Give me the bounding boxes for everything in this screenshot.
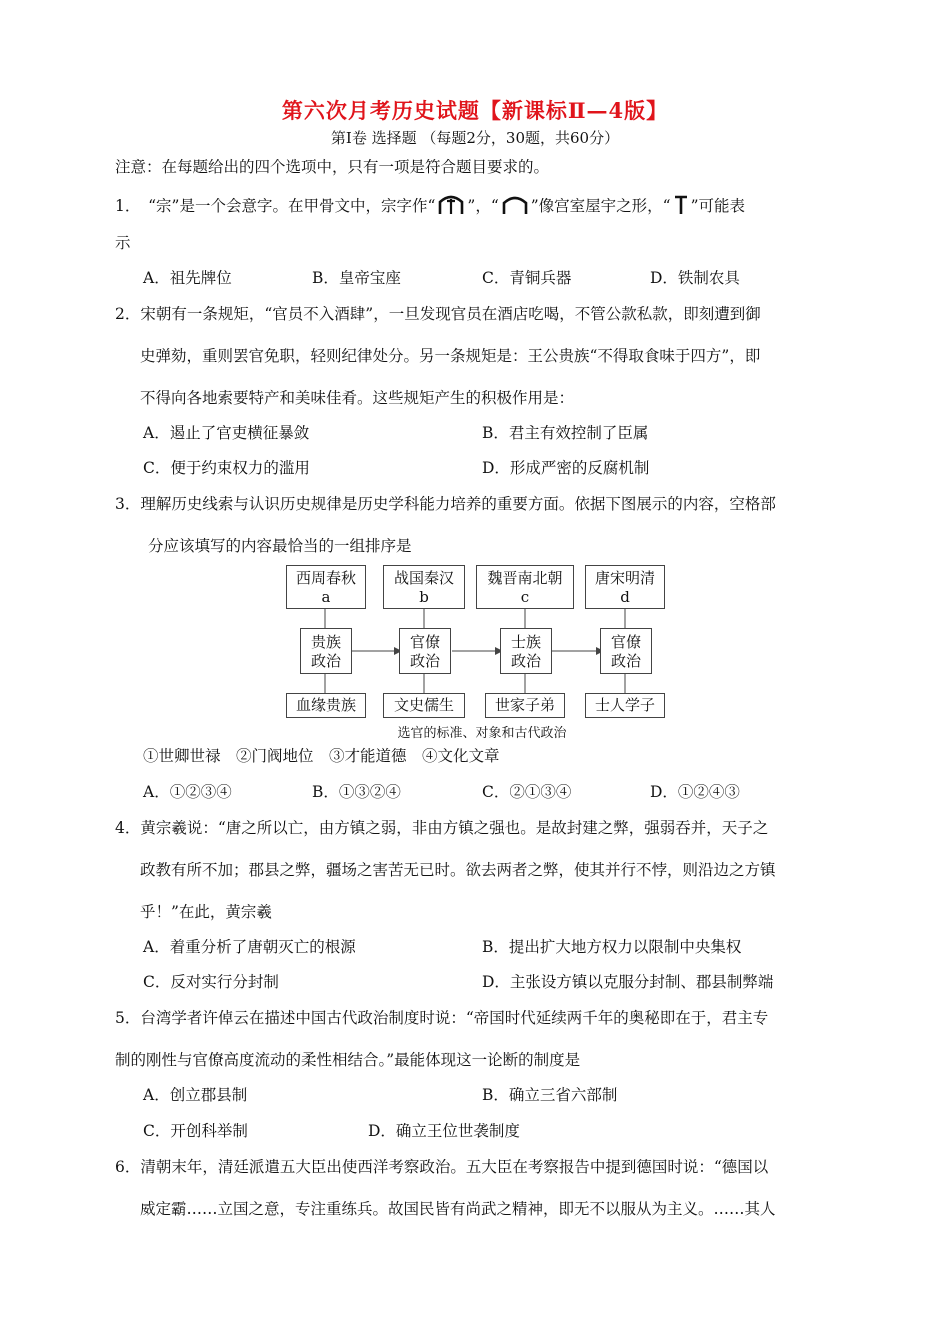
q4-option-a: A．着重分析了唐朝灭亡的根源 [143, 938, 356, 956]
question-3-line-1: 3．理解历史线索与认识历史规律是历史学科能力培养的重要方面。依据下图展示的内容，空格部 [115, 495, 776, 513]
q4-option-d: D．主张设方镇以克服分封制、郡县制弊端 [482, 973, 774, 991]
politics-line: 贵族 [310, 633, 341, 651]
politics-line: 政治 [409, 652, 440, 670]
page-title: 第六次月考历史试题【新课标Ⅱ—4版】 [281, 98, 669, 123]
question-6-line-2: 威定霸……立国之意，专注重练兵。故国民皆有尚武之精神，即无不以服从为主义。……其人 [140, 1200, 776, 1218]
era-label: 西周春秋 [295, 569, 356, 587]
question-2-line-2: 史弹劾，重则罢官免职，轻则纪律处分。另一条规矩是：王公贵族“不得取食味于四方”，即 [140, 347, 761, 365]
question-3-line-2: 分应该填写的内容最恰当的一组排序是 [148, 537, 412, 555]
group-box-1: 血缘贵族 [286, 693, 366, 718]
politics-line: 官僚 [610, 633, 641, 651]
q1-option-d: D．铁制农具 [650, 269, 740, 287]
q2-option-c: C．便于约束权力的滥用 [143, 459, 310, 477]
section-subtitle: 第Ⅰ卷 选择题 （每题2分，30题，共60分） [330, 129, 620, 147]
era-box-c [476, 565, 574, 609]
q3-option-c: C．②①③④ [482, 783, 572, 801]
q3-option-a: A．①②③④ [143, 783, 232, 801]
group-box-2: 文史儒生 [383, 693, 465, 718]
era-tag: a [321, 588, 331, 606]
politics-line: 政治 [610, 652, 641, 670]
era-box-b [383, 565, 465, 609]
q1-text-a: 1． “宗”是一个会意字。在甲骨文中，宗字作“ [115, 197, 436, 215]
q2-option-b: B．君主有效控制了臣属 [482, 424, 649, 442]
question-4-line-2: 政教有所不加；郡县之弊，疆场之害苦无已时。欲去两者之弊，使其并行不悖，则沿边之方镇 [140, 861, 776, 879]
question-4-line-1: 4．黄宗羲说：“唐之所以亡，由方镇之弱，非由方镇之强也。是故封建之弊，强弱吞并，天子之 [115, 819, 769, 837]
q3-items: ①世卿世禄 ②门阀地位 ③才能道德 ④文化文章 [143, 747, 500, 765]
q5-option-c: C．开创科举制 [143, 1122, 248, 1140]
era-label: 唐宋明清 [594, 569, 655, 587]
era-box-a [286, 565, 366, 609]
q2-option-d: D．形成严密的反腐机制 [482, 459, 650, 477]
question-6-line-1: 6．清朝末年，清廷派遣五大臣出使西洋考察政治。五大臣在考察报告中提到德国时说：“德国以 [115, 1158, 769, 1176]
q1-text-b: ”，“ [467, 197, 499, 215]
q3-option-d: D．①②④③ [650, 783, 740, 801]
era-box-d [585, 565, 665, 609]
era-tag: c [520, 588, 530, 606]
question-1-line-1 [115, 193, 745, 219]
era-label: 战国秦汉 [393, 569, 454, 587]
notice: 注意：在每题给出的四个选项中，只有一项是符合题目要求的。 [115, 158, 550, 176]
politics-box-1 [300, 628, 352, 674]
q1-option-a: A．祖先牌位 [143, 269, 232, 287]
politics-line: 士族 [510, 633, 541, 651]
era-tag: d [620, 588, 630, 606]
q4-option-b: B．提出扩大地方权力以限制中央集权 [482, 938, 742, 956]
q1-text-c: ”像宫室屋宇之形，“ [530, 197, 671, 215]
politics-line: 政治 [510, 652, 541, 670]
question-5-line-1: 5．台湾学者许倬云在描述中国古代政治制度时说：“帝国时代延续两千年的奥秘即在于，君主专 [115, 1009, 769, 1027]
oracle-zong-glyph [437, 193, 465, 219]
q1-option-c: C．青铜兵器 [482, 269, 572, 287]
q1-option-b: B．皇帝宝座 [312, 269, 401, 287]
era-tag: b [419, 588, 429, 606]
group-box-3: 世家子弟 [485, 693, 565, 718]
era-label: 魏晋南北朝 [487, 569, 563, 587]
politics-line: 政治 [310, 652, 341, 670]
oracle-roof-glyph [501, 193, 529, 219]
politics-box-3 [500, 628, 552, 674]
q1-text-d: ”可能表 [690, 197, 746, 215]
diagram-caption: 选官的标准、对象和古代政治 [397, 726, 567, 741]
question-4-line-3: 乎！”在此，黄宗羲 [140, 903, 272, 921]
q5-option-d: D．确立王位世袭制度 [368, 1122, 520, 1140]
q2-option-a: A．遏止了官吏横征暴敛 [143, 424, 310, 442]
question-5-line-2: 制的刚性与官僚高度流动的柔性相结合。”最能体现这一论断的制度是 [115, 1051, 581, 1069]
question-2-line-1: 2．宋朝有一条规矩，“官员不入酒肆”，一旦发现官员在酒店吃喝，不管公款私款，即刻遭到御 [115, 305, 761, 323]
question-2-line-3: 不得向各地索要特产和美味佳肴。这些规矩产生的积极作用是： [140, 389, 575, 407]
politics-box-4 [600, 628, 652, 674]
politics-box-2 [399, 628, 451, 674]
oracle-altar-glyph [673, 193, 689, 219]
q5-option-b: B．确立三省六部制 [482, 1086, 618, 1104]
group-box-4: 士人学子 [585, 693, 665, 718]
q5-option-a: A．创立郡县制 [143, 1086, 248, 1104]
question-1-line-2: 示 [115, 234, 131, 252]
selection-diagram [272, 562, 692, 747]
politics-line: 官僚 [409, 633, 440, 651]
q4-option-c: C．反对实行分封制 [143, 973, 279, 991]
q3-option-b: B．①③②④ [312, 783, 401, 801]
